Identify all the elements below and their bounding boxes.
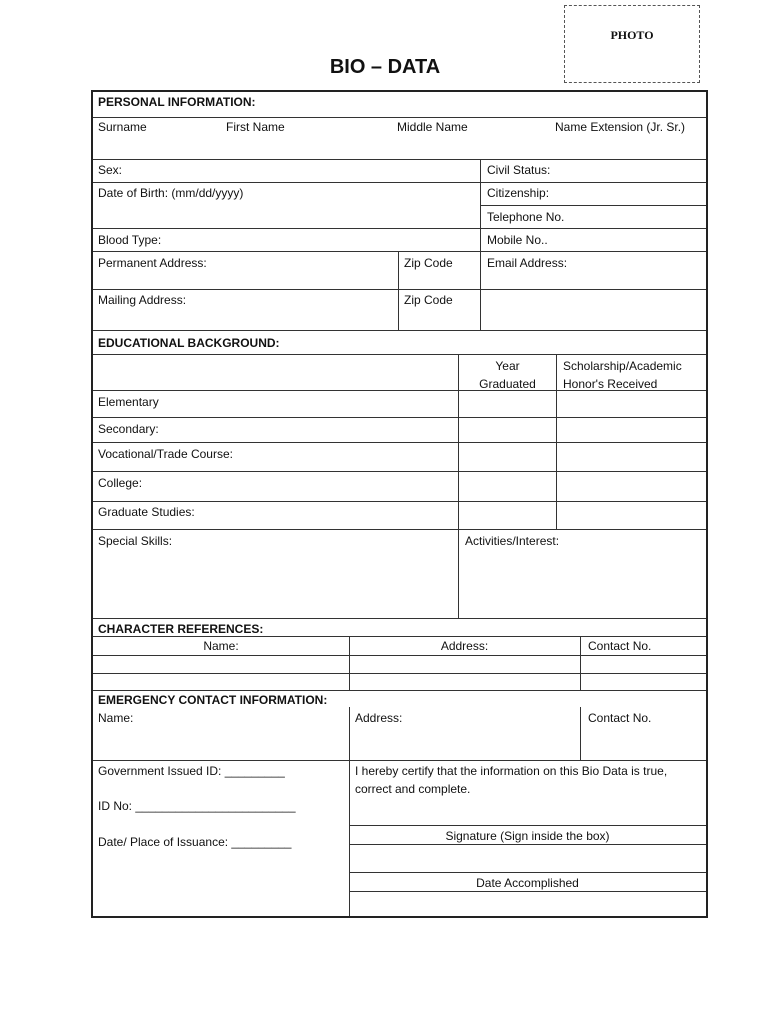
divider: [93, 690, 706, 691]
education-header: EDUCATIONAL BACKGROUND:: [98, 336, 280, 350]
telephone-label: Telephone No.: [487, 210, 565, 224]
divider: [349, 825, 706, 826]
sex-label: Sex:: [98, 163, 123, 177]
divider: [93, 655, 706, 656]
mailing-address-label: Mailing Address:: [98, 293, 187, 307]
education-level-elementary: Elementary: [98, 395, 159, 409]
zip-code-label: Zip Code: [404, 293, 453, 307]
email-label: Email Address:: [487, 256, 568, 270]
date-accomplished-box[interactable]: [350, 892, 706, 916]
emergency-address-label: Address:: [355, 711, 403, 725]
honors-label: Honor's Received: [563, 377, 658, 391]
divider: [480, 251, 481, 330]
divider: [93, 760, 706, 761]
divider: [458, 354, 459, 618]
date-place-issuance-field[interactable]: Date/ Place of Issuance: _________: [98, 835, 292, 849]
signature-label: Signature (Sign inside the box): [445, 829, 610, 843]
id-no-field[interactable]: ID No: ________________________: [98, 799, 296, 813]
blood-type-label: Blood Type:: [98, 233, 162, 247]
civil-status-label: Civil Status:: [487, 163, 551, 177]
photo-label: PHOTO: [610, 28, 654, 42]
middle-name-label: Middle Name: [397, 120, 468, 134]
divider: [93, 228, 706, 229]
divider: [93, 529, 706, 530]
divider: [93, 117, 706, 118]
divider: [398, 251, 399, 330]
divider: [93, 159, 706, 160]
gov-id-field[interactable]: Government Issued ID: _________: [98, 764, 285, 778]
honors-label: Scholarship/Academic: [563, 359, 682, 373]
certify-text: correct and complete.: [355, 782, 471, 796]
special-skills-label: Special Skills:: [98, 534, 173, 548]
divider: [93, 330, 706, 331]
photo-box[interactable]: [564, 5, 700, 83]
first-name-label: First Name: [226, 120, 285, 134]
date-accomplished-label: Date Accomplished: [476, 876, 579, 890]
page-title: BIO – DATA: [329, 56, 441, 78]
year-graduated-label: Year: [495, 359, 520, 373]
divider: [93, 618, 706, 619]
divider: [580, 707, 581, 760]
education-level-college: College:: [98, 476, 143, 490]
personal-info-header: PERSONAL INFORMATION:: [98, 95, 256, 109]
divider: [93, 501, 706, 502]
signature-box[interactable]: [350, 845, 706, 872]
divider: [93, 417, 706, 418]
divider: [93, 354, 706, 355]
citizenship-label: Citizenship:: [487, 186, 550, 200]
divider: [93, 442, 706, 443]
reference-address-label: Address:: [440, 639, 489, 653]
dob-label: Date of Birth: (mm/dd/yyyy): [98, 186, 244, 200]
divider: [349, 872, 706, 873]
reference-name-label: Name:: [203, 639, 239, 653]
name-extension-label: Name Extension (Jr. Sr.): [555, 120, 686, 134]
surname-label: Surname: [98, 120, 147, 134]
references-header: CHARACTER REFERENCES:: [98, 622, 264, 636]
divider: [93, 673, 706, 674]
education-level-secondary: Secondary:: [98, 422, 159, 436]
divider: [93, 636, 706, 637]
education-level-graduate: Graduate Studies:: [98, 505, 195, 519]
divider: [93, 251, 706, 252]
zip-code-label: Zip Code: [404, 256, 453, 270]
divider: [480, 159, 481, 251]
divider: [93, 289, 706, 290]
divider: [93, 471, 706, 472]
bio-data-form: [91, 90, 708, 918]
year-graduated-label: Graduated: [479, 377, 536, 391]
emergency-name-label: Name:: [98, 711, 134, 725]
divider: [556, 354, 557, 529]
education-level-vocational: Vocational/Trade Course:: [98, 447, 233, 461]
divider: [93, 182, 706, 183]
permanent-address-label: Permanent Address:: [98, 256, 207, 270]
emergency-contact-label: Contact No.: [588, 711, 652, 725]
reference-contact-label: Contact No.: [588, 639, 652, 653]
emergency-header: EMERGENCY CONTACT INFORMATION:: [98, 693, 328, 707]
divider: [580, 636, 581, 690]
divider: [480, 205, 706, 206]
activities-label: Activities/Interest:: [465, 534, 560, 548]
mobile-label: Mobile No..: [487, 233, 548, 247]
certify-text: I hereby certify that the information on this Bio Data is true,: [355, 764, 668, 778]
